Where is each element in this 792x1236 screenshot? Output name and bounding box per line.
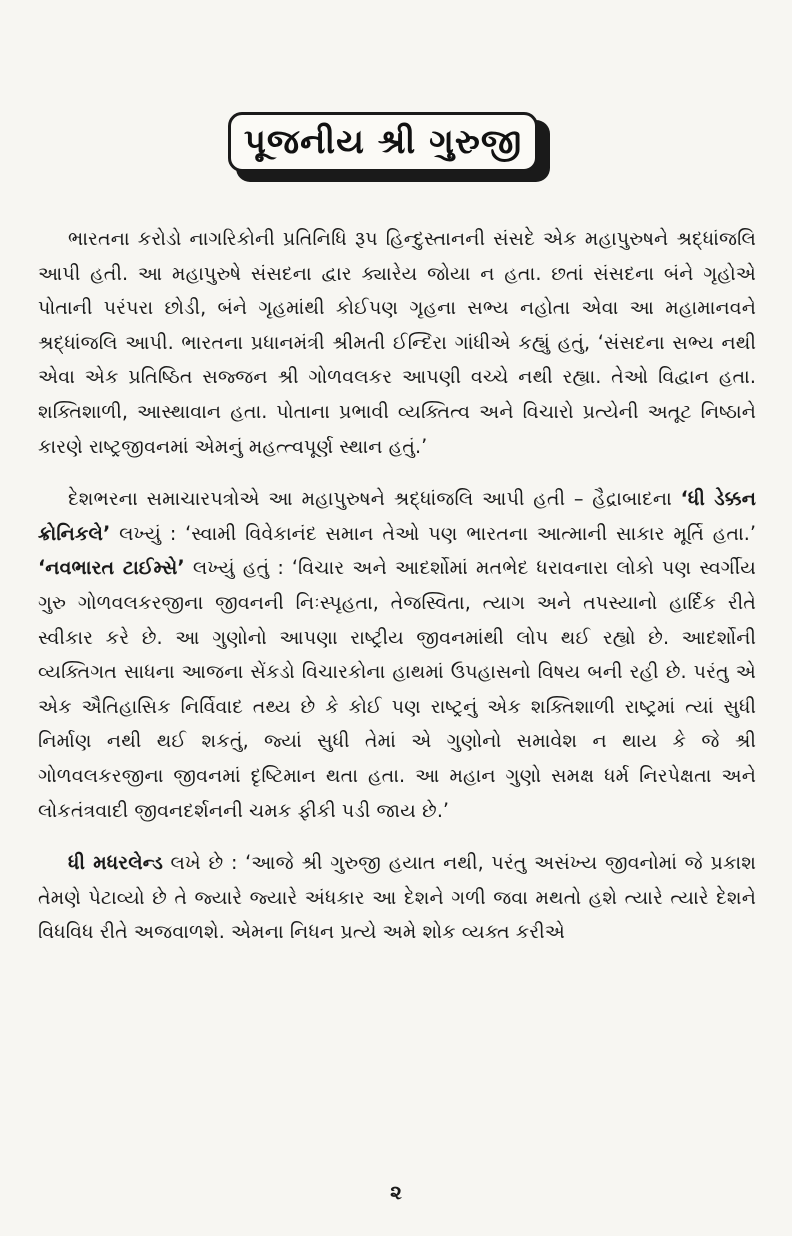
paragraph-2-intro: દેશભરના સમાચારપત્રોએ આ મહાપુરુષને શ્રદ્ધાંજલિ આપી હતી – હૈદ્રાબાદના	[68, 487, 681, 511]
paragraph-3-quote: લખે છે : ‘આજે શ્રી ગુરુજી હયાત નથી, પરંતુ અસંખ્ય જીવનોમાં જે પ્રકાશ તેમણે પેટાવ્યો છે તે જ્યારે જ્યારે અંધકાર આ દેશને ગળી જવા મથતો હશે ત્યારે ત્યારે દેશને વિધવિધ રીતે અજવાળશે. એમના નિધન પ્રત્યે અમે શોક વ્યક્ત કરીએ	[38, 851, 756, 944]
newspaper-name-deccan-chronicle: ‘ધી ડેક્કન ક્રોનિકલે’	[38, 487, 756, 545]
paragraph-3	[38, 846, 756, 950]
paragraph-2-quote-2: લખ્યું હતું : ‘વિચાર અને આદર્શોમાં મતભેદ ધરાવનારા લોકો પણ સ્વર્ગીય ગુરુ ગોળવલકરજીના જીવનની નિઃસ્પૃહતા, તેજસ્વિતા, ત્યાગ અને તપસ્યાનો હાર્દિક રીતે સ્વીકાર કરે છે. આ ગુણોનો આપણા રાષ્ટ્રીય જીવનમાંથી લોપ થઈ રહ્યો છે. આદર્શોની વ્યક્તિગત સાધના આજના સેંકડો વિચારકોના હાથમાં ઉપહાસનો વિષય બની રહી છે. પરંતુ એ એક ઐતિહાસિક નિર્વિવાદ તથ્ય છે કે કોઈ પણ રાષ્ટ્રનું એક શક્તિશાળી રાષ્ટ્રમાં ત્યાં સુધી નિર્માણ નથી થઈ શકતું, જ્યાં સુધી તેમાં એ ગુણોનો સમાવેશ ન થાય કે જે શ્રી ગોળવલકરજીના જીવનમાં દૃષ્ટિમાન થતા હતા. આ મહાન ગુણો સમક્ષ ધર્મ નિરપેક્ષતા અને લોકતંત્રવાદી જીવનદર્શનની ચમક ફીકી પડી જાય છે.’	[38, 556, 757, 822]
title-frame	[228, 112, 552, 184]
page-number: ૨	[390, 1180, 402, 1204]
paragraph-2	[38, 482, 756, 828]
title-box	[228, 112, 538, 172]
paragraph-2-quote-1: લખ્યું : ‘સ્વામી વિવેકાનંદ સમાન તેઓ પણ ભારતના આત્માની સાકાર મૂર્તિ હતા.’	[110, 521, 756, 545]
paragraph-1: ભારતના કરોડો નાગરિકોની પ્રતિનિધિ રૂપ હિન્દુસ્તાનની સંસદે એક મહાપુરુષને શ્રદ્ધાંજલિ આપી હતી. આ મહાપુરુષે સંસદના દ્વાર ક્યારેય જોયા ન હતા. છતાં સંસદના બંને ગૃહોએ પોતાની પરંપરા છોડી, બંને ગૃહમાંથી કોઈપણ ગૃહના સભ્ય નહોતા એવા આ મહામાનવને શ્રદ્ધાંજલિ આપી. ભારતના પ્રધાનમંત્રી શ્રીમતી ઈન્દિરા ગાંધીએ કહ્યું હતું, ‘સંસદના સભ્ય નથી એવા એક પ્રતિષ્ઠિત સજ્જન શ્રી ગોળવલકર આપણી વચ્ચે નથી રહ્યા. તેઓ વિદ્વાન હતા. શક્તિશાળી, આસ્થાવાન હતા. પોતાના પ્રભાવી વ્યક્તિત્વ અને વિચારો પ્રત્યેની અતૂટ નિષ્ઠાને કારણે રાષ્ટ્રજીવનમાં એમનું મહત્ત્વપૂર્ણ સ્થાન હતું.’	[38, 227, 756, 458]
body-text	[38, 222, 756, 950]
newspaper-name-motherland: ધી મધરલેન્ડ	[68, 851, 163, 875]
page-title: પૂજનીય શ્રી ગુરુજી	[243, 122, 523, 162]
newspaper-name-navbharat-times: ‘નવભારત ટાઈમ્સે’	[38, 556, 185, 580]
